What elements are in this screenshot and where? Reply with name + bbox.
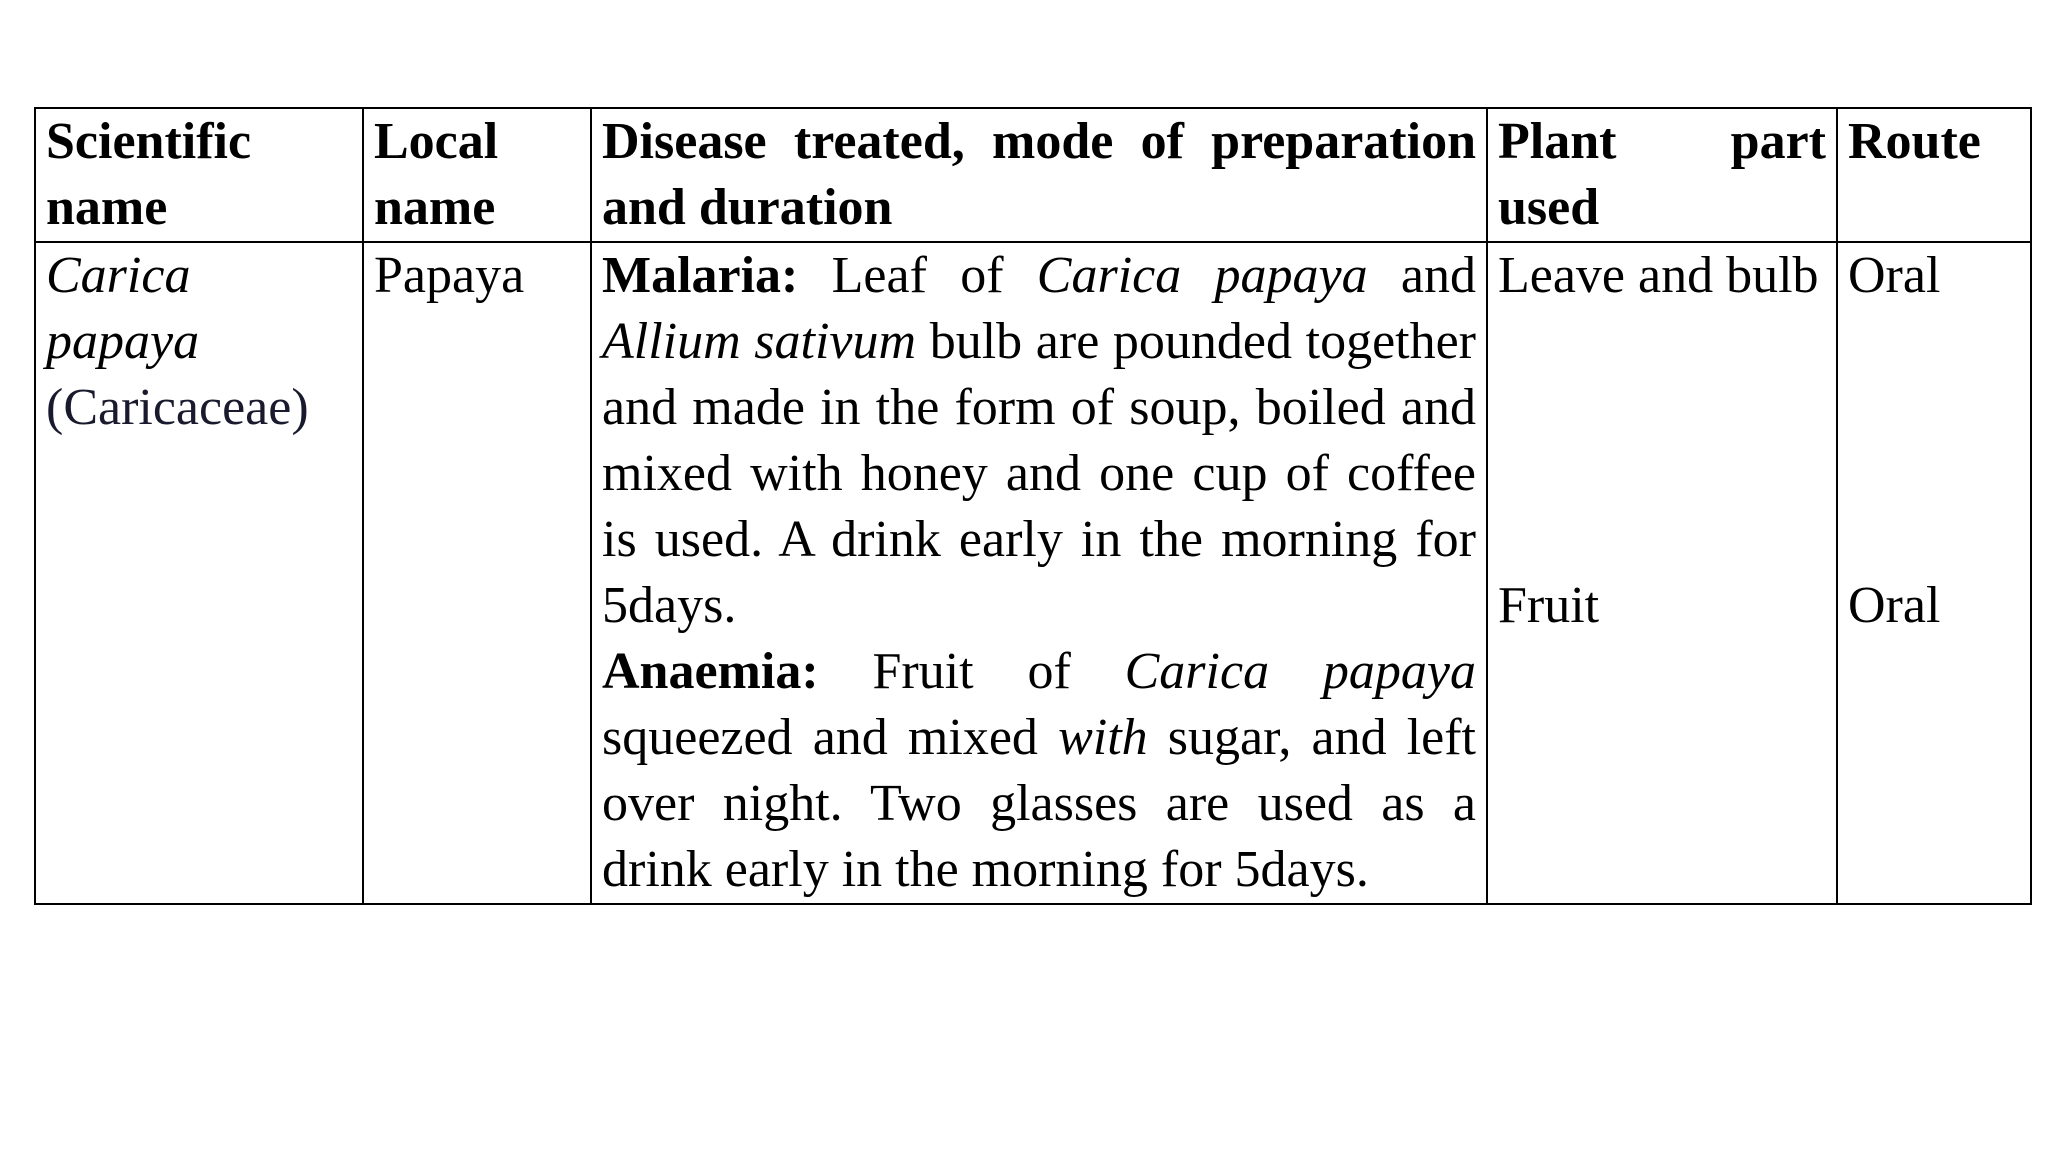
anaemia-text-1: Fruit of — [818, 643, 1125, 700]
malaria-text-3: bulb are pounded together and made in the form of soup, boiled and mixed with honey and one cup of coffee is used. A drink early in the morning for 5days. — [602, 313, 1476, 634]
plant-part-anaemia: Fruit — [1498, 577, 1600, 634]
anaemia-with: with — [1058, 709, 1148, 766]
header-plant-part: Plant part used — [1487, 108, 1837, 242]
plant-part-malaria: Leave and bulb — [1498, 247, 1819, 304]
anaemia-species: Carica papaya — [1124, 643, 1476, 700]
genus-species: Carica papaya — [46, 247, 200, 370]
route-anaemia: Oral — [1848, 577, 1941, 634]
route-malaria: Oral — [1848, 247, 1941, 304]
cell-route — [1837, 242, 2031, 904]
cell-disease — [591, 242, 1487, 904]
anaemia-text-2: squeezed and mixed — [602, 709, 1059, 766]
malaria-label: Malaria: — [602, 247, 799, 304]
cell-plant-part — [1487, 242, 1837, 904]
header-local-name: Local name — [363, 108, 591, 242]
header-route: Route — [1837, 108, 2031, 242]
plant-family: (Caricaceae) — [46, 379, 309, 436]
malaria-species-2: Allium sativum — [602, 313, 917, 370]
malaria-text-1: Leaf of — [798, 247, 1037, 304]
anaemia-text-3: sugar, and left over night. Two glasses are used as a drink early in the morning for 5days. — [602, 709, 1476, 898]
anaemia-entry — [602, 639, 1476, 903]
header-scientific-name: Scientific name — [35, 108, 363, 242]
malaria-text-2: and — [1367, 247, 1476, 304]
table-row — [35, 242, 2031, 904]
local-name: Papaya — [374, 247, 525, 304]
cell-local-name — [363, 242, 591, 904]
anaemia-label: Anaemia: — [602, 643, 819, 700]
ethnobotany-table — [34, 107, 2032, 905]
header-row — [35, 108, 2031, 242]
header-disease: Disease treated, mode of preparation and duration — [591, 108, 1487, 242]
malaria-entry — [602, 243, 1476, 639]
cell-scientific-name — [35, 242, 363, 904]
malaria-species-1: Carica papaya — [1036, 247, 1368, 304]
